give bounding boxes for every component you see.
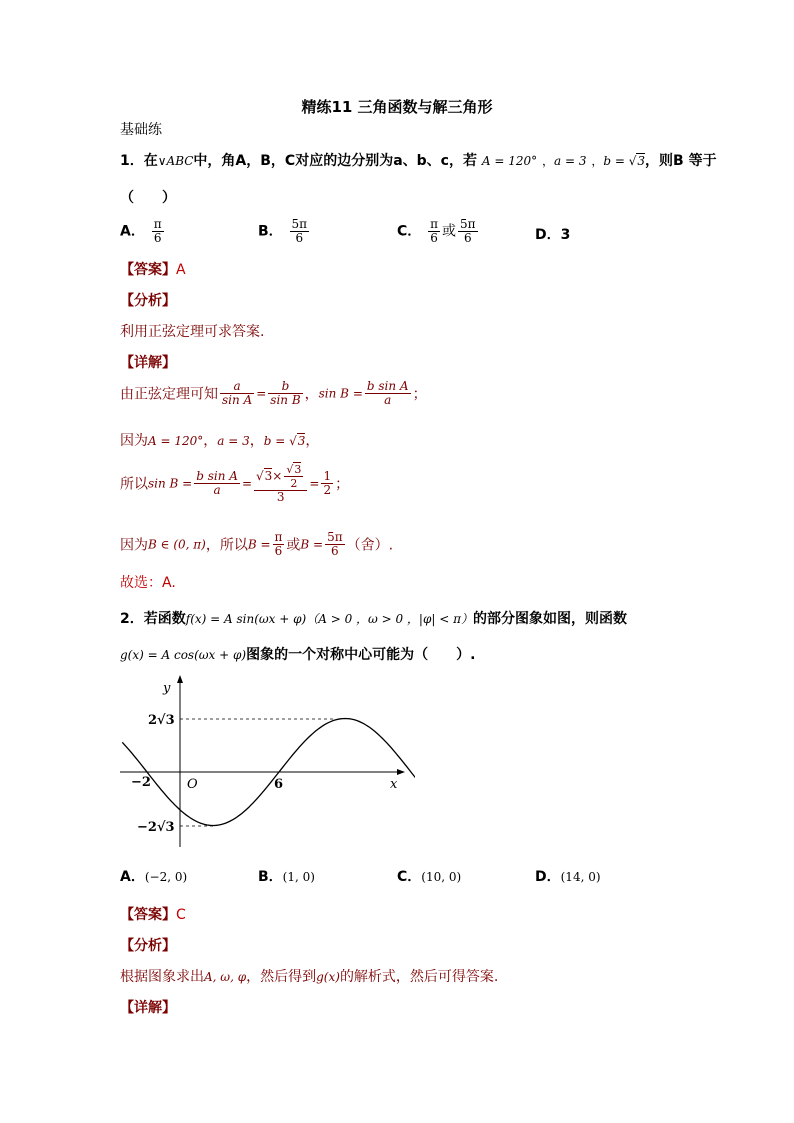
frac-num-root: √3× $\frac{√3}{2}$: [254, 463, 307, 491]
frac-den: 2: [323, 483, 332, 497]
q1-option-d-label: D．: [535, 227, 561, 243]
q1-option-c-den: 6: [430, 231, 438, 245]
q1-option-a-den: 6: [153, 231, 162, 245]
detail-3-frac-1: [194, 470, 240, 497]
q1-option-c-den-2: 6: [463, 231, 472, 245]
q1-condition-side-b-text: b =: [603, 154, 629, 168]
q1-option-c-value-1: [428, 218, 440, 245]
q2-stem: [120, 608, 627, 628]
q2-option-d-label: D．: [535, 869, 561, 885]
q1-detail-line-2: 因为A = 120°，a = 3，b = √3，: [120, 433, 320, 449]
q1-condition-side-a: a = 3: [554, 154, 587, 168]
q1-stem-text-3: ，则B 等于: [645, 153, 717, 169]
q2-stem-text-3: 图象的一个对称中心可能为（ ）.: [246, 647, 476, 663]
q2-option-d[interactable]: [535, 866, 601, 886]
detail-4-range: B ∈ (0, π): [148, 537, 206, 552]
q1-answer: [120, 259, 186, 279]
q2-option-c-label: C．: [397, 869, 422, 885]
q1-option-a-num: π: [153, 217, 162, 231]
frac-den: 6: [274, 544, 283, 558]
q1-option-c[interactable]: [397, 218, 480, 245]
q1-option-a-value: [152, 218, 164, 245]
analysis-g: g(x): [316, 970, 340, 984]
q2-option-a[interactable]: [120, 866, 187, 886]
x-label-6: 6: [274, 777, 284, 792]
q2-option-b-value: (1, 0): [282, 870, 315, 884]
frac-num: b: [268, 380, 302, 394]
detail-1-text: 由正弦定理可知: [120, 386, 218, 403]
q2-function: f(x) = A sin(ωx + φ): [185, 612, 307, 626]
x-label-neg2: −2: [131, 775, 151, 790]
q2-detail-tag: 【详解】: [120, 1000, 176, 1016]
detail-2-side-a: a = 3: [217, 434, 250, 448]
answer-tag: 【答案】: [120, 262, 176, 278]
detail-2-angle: A = 120°: [148, 434, 204, 448]
section-label: 基础练: [120, 122, 162, 138]
q2-answer: [120, 904, 186, 924]
q1-option-c-value-2: [458, 218, 478, 245]
q1-option-c-num-2: 5π: [460, 217, 476, 231]
frac-num: b sin A: [196, 469, 238, 483]
detail-4-text: 因为: [120, 537, 148, 554]
q1-option-d[interactable]: [535, 224, 570, 244]
detail-2-side-b: b = √3: [263, 434, 306, 448]
frac-den: sin B: [270, 393, 301, 407]
detail-4-mid: ，所以: [205, 537, 248, 554]
detail-2-side-b-text: b =: [263, 434, 290, 448]
q2-option-a-value: (−2, 0): [144, 870, 188, 884]
frac-num: a: [220, 380, 254, 394]
detail-4-frac-1: [273, 531, 285, 558]
page-title: 精练11 三角函数与解三角形: [301, 98, 493, 116]
sinB-eq: sin B =: [318, 386, 363, 401]
q2-stem-text-2: 的部分图象如图，则函数: [473, 611, 627, 627]
detail-4-tail: （舍）.: [346, 537, 394, 554]
q1-analysis-text: 利用正弦定理可求答案.: [120, 324, 265, 340]
analysis-text-3: 的解析式，然后可得答案.: [339, 969, 499, 985]
q2-conditions: （A > 0 ，ω > 0 ，|φ| < π）: [306, 612, 473, 626]
triangle-symbol: ∨ABC: [157, 154, 194, 168]
frac-num: b sin A: [366, 379, 409, 393]
q2-option-b-label: B．: [258, 869, 283, 885]
detail-3-lhs: sin B =: [148, 476, 193, 491]
q2-stem-text: 2．若函数: [120, 611, 186, 627]
q1-analysis-tag: 【分析】: [120, 293, 176, 309]
sine-graph: [115, 672, 415, 852]
frac-den: a: [213, 483, 221, 497]
q1-option-c-or: 或: [442, 223, 457, 240]
q1-detail-line-4: [120, 531, 393, 558]
detail-3-frac-half: [321, 470, 333, 497]
y-axis-arrow: [177, 675, 183, 683]
q1-detail-tag: 【详解】: [120, 355, 176, 371]
detail-3-text: 所以: [120, 476, 148, 493]
y-axis-label: y: [163, 681, 171, 696]
q1-option-c-label: C．: [397, 223, 422, 240]
q1-option-a[interactable]: [120, 218, 166, 245]
frac-num: 5π: [327, 530, 343, 544]
q1-detail-line-3: 所以sin B = $\frac{\text{b sin A}}{a}$ = √3× $\frac{√3}{2}$ 3 = $\frac{1}{2}$ ；: [120, 463, 350, 504]
detail-4-b1: B =: [247, 537, 271, 552]
detail-2-text: 因为: [120, 433, 148, 449]
q2-option-b[interactable]: [258, 866, 315, 886]
frac-bsinA-over-a: [365, 380, 411, 407]
frac-den: sin A: [222, 393, 253, 407]
q2-option-d-value: (14, 0): [560, 870, 601, 884]
q1-detail-line-1: 由正弦定理可知 $\frac{a}{\text{sin A}}$ = $\frac{b}{\text{sin B}}$ ，sin B = $\frac{\text{b sin A}}{a}$ ；: [120, 379, 427, 407]
q2-stem-2: [120, 644, 475, 664]
frac-a-over-sinA: [220, 380, 254, 407]
q1-choose: 故选：A.: [120, 575, 176, 591]
analysis-text-2: ，然后得到: [246, 969, 317, 985]
q1-option-b-num: 5π: [291, 217, 308, 231]
answer-value: C: [176, 907, 186, 923]
origin-label: O: [187, 777, 198, 792]
q1-option-b[interactable]: [258, 218, 311, 245]
frac-b-over-sinB: [268, 380, 302, 407]
detail-3-frac-2: [254, 463, 307, 504]
analysis-text-1: 根据图象求出: [120, 969, 204, 985]
x-axis-label: x: [390, 777, 398, 792]
q1-option-b-den: 6: [295, 231, 304, 245]
y-label-max: 2√3: [148, 713, 175, 728]
q2-g-function: g(x) = A cos(ωx + φ): [120, 648, 247, 662]
q1-condition-a: A = 120°: [481, 154, 538, 168]
q2-option-c-value: (10, 0): [421, 870, 462, 884]
x-axis-arrow: [397, 769, 405, 775]
detail-4-b2: B =: [300, 537, 324, 552]
q1-option-a-label: A．: [120, 223, 145, 240]
q2-analysis-tag: 【分析】: [120, 938, 176, 954]
q2-option-a-label: A．: [120, 869, 145, 885]
q1-stem-text-2: 中，角A，B，C对应的边分别为a、b、c，若: [193, 153, 477, 169]
analysis-vars: A, ω, φ: [204, 970, 247, 984]
q1-option-d-value: 3: [560, 227, 571, 243]
answer-value: A: [176, 262, 186, 278]
y-label-min: −2√3: [137, 820, 175, 835]
detail-4-or: 或: [286, 537, 301, 554]
q2-analysis-text: [120, 966, 498, 986]
q1-stem-text: 1．在: [120, 153, 158, 169]
answer-tag: 【答案】: [120, 907, 176, 923]
frac-num: 1: [323, 469, 332, 483]
frac-num: π: [274, 530, 283, 544]
q1-stem: 1．在∨ABC中，角A，B，C对应的边分别为a、b、c，若 A = 120° ，a = 3 ，b = √3，则B 等于: [120, 153, 717, 169]
q1-condition-side-b: b = √3: [603, 154, 646, 168]
frac-den: 6: [331, 544, 339, 558]
detail-4-frac-2: [325, 531, 345, 558]
q1-paren: （ ）: [120, 190, 176, 206]
frac-den: 3: [276, 490, 285, 504]
q1-option-c-num: π: [430, 217, 439, 231]
q1-option-b-value: [290, 218, 310, 245]
frac-den: a: [384, 393, 392, 407]
q1-option-b-label: B．: [258, 223, 283, 240]
q2-option-c[interactable]: [397, 866, 461, 886]
